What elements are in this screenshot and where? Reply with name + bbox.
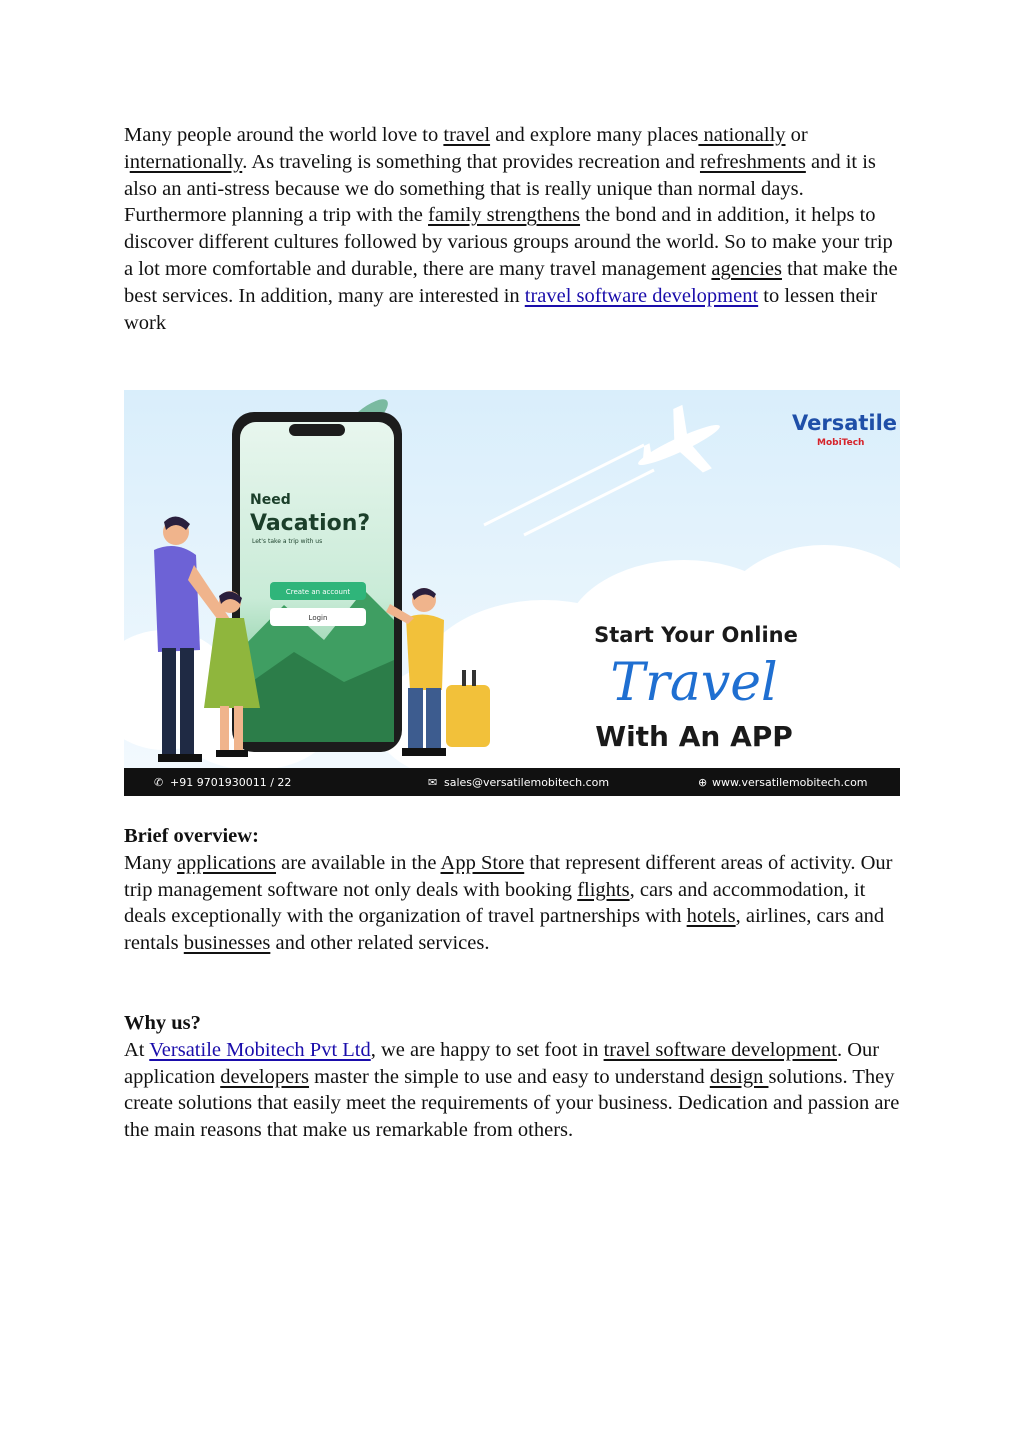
intro-text: and it is also an anti-stress because we do something that is really unique than normal days. Furthermore planning a trip with the: [124, 150, 876, 227]
link-internationally[interactable]: nternationally: [129, 150, 243, 173]
link-app-store[interactable]: App Store: [440, 851, 525, 874]
intro-text: . As traveling is something that provides recreation and: [242, 150, 700, 173]
link-businesses[interactable]: businesses: [183, 932, 271, 955]
suitcase-icon: [446, 685, 490, 747]
intro-text: Many people around the world love to: [124, 124, 444, 146]
why-us-text: At: [124, 1038, 150, 1061]
phone-subtitle: Let's take a trip with us: [252, 538, 323, 545]
contact-website: www.versatilemobitech.com: [712, 776, 868, 789]
globe-icon: ⊕: [698, 776, 708, 789]
overview-text: Many: [124, 851, 177, 874]
why-us-section: [124, 1010, 904, 1144]
overview-paragraph: [124, 850, 904, 957]
mail-icon: ✉: [428, 776, 438, 789]
link-design[interactable]: design: [709, 1065, 769, 1088]
travel-app-banner: [124, 390, 900, 796]
intro-text: to lessen their work: [124, 284, 878, 334]
banner-illustration: [124, 390, 900, 796]
intro-text: or i: [124, 124, 808, 173]
logo-text-bottom: MobiTech: [817, 438, 865, 448]
overview-text: , cars and accommodation, it deals exceptionally with the organization of travel partnerships with: [124, 878, 866, 928]
why-us-heading: Why us?: [124, 1012, 201, 1034]
why-us-text: master the simple to use and easy to understand: [309, 1065, 710, 1088]
intro-text: the bond and in addition, it helps to discover different cultures followed by various groups around the world. So to make your trip a lot more comfortable and durable, there are many travel management: [124, 204, 893, 280]
phone-need-text: Need: [250, 492, 291, 508]
intro-text: that make the best services. In addition, many are interested in: [124, 257, 898, 307]
link-applications[interactable]: applications: [176, 851, 277, 874]
contact-phone: +91 9701930011 / 22: [170, 776, 292, 789]
why-us-text: . Our application: [124, 1038, 880, 1088]
intro-section: [124, 122, 904, 336]
phone-icon: ✆: [154, 776, 164, 789]
link-travel-software-development-2[interactable]: travel software development: [603, 1038, 837, 1061]
link-developers[interactable]: developers: [220, 1065, 310, 1088]
why-us-text: solutions. They create solutions that easily meet the requirements of your business. Dedication and passion are the main reasons that make us remarkable from others.: [124, 1065, 900, 1142]
intro-text: and explore many places: [490, 124, 699, 146]
link-hotels[interactable]: hotels: [686, 905, 736, 928]
overview-text: that represent different areas of activity. Our trip management software not only deals with booking: [124, 851, 893, 901]
link-nationally[interactable]: nationally: [698, 124, 786, 146]
why-us-paragraph: [124, 1037, 904, 1144]
intro-paragraph: [124, 122, 904, 336]
link-flights[interactable]: flights: [577, 878, 630, 901]
phone-login-label: Login: [308, 614, 328, 622]
link-refreshments[interactable]: refreshments: [699, 150, 806, 173]
banner-headline-start: Start Your Online: [594, 623, 798, 647]
contact-email: sales@versatilemobitech.com: [444, 776, 610, 789]
why-us-text: , we are happy to set foot in: [370, 1038, 604, 1061]
overview-text: , airlines, cars and rentals: [124, 905, 885, 955]
link-travel-software-development[interactable]: travel software development: [524, 284, 759, 307]
phone-create-account-label: Create an account: [285, 588, 351, 596]
link-family-strengthens[interactable]: family strengthens: [428, 204, 581, 227]
phone-vacation-text: Vacation?: [250, 511, 371, 536]
overview-section: [124, 823, 904, 957]
overview-heading: Brief overview:: [124, 825, 259, 847]
link-travel[interactable]: travel: [443, 124, 491, 146]
logo-text-top: Versatile: [792, 411, 898, 435]
overview-text: and other related services.: [270, 932, 490, 955]
overview-text: are available in the: [276, 851, 441, 874]
banner-headline-app: With An APP: [595, 720, 793, 753]
banner-headline-travel: Travel: [610, 653, 778, 713]
link-agencies[interactable]: agencies: [711, 257, 782, 280]
link-versatile-mobitech[interactable]: Versatile Mobitech Pvt Ltd: [149, 1038, 371, 1061]
